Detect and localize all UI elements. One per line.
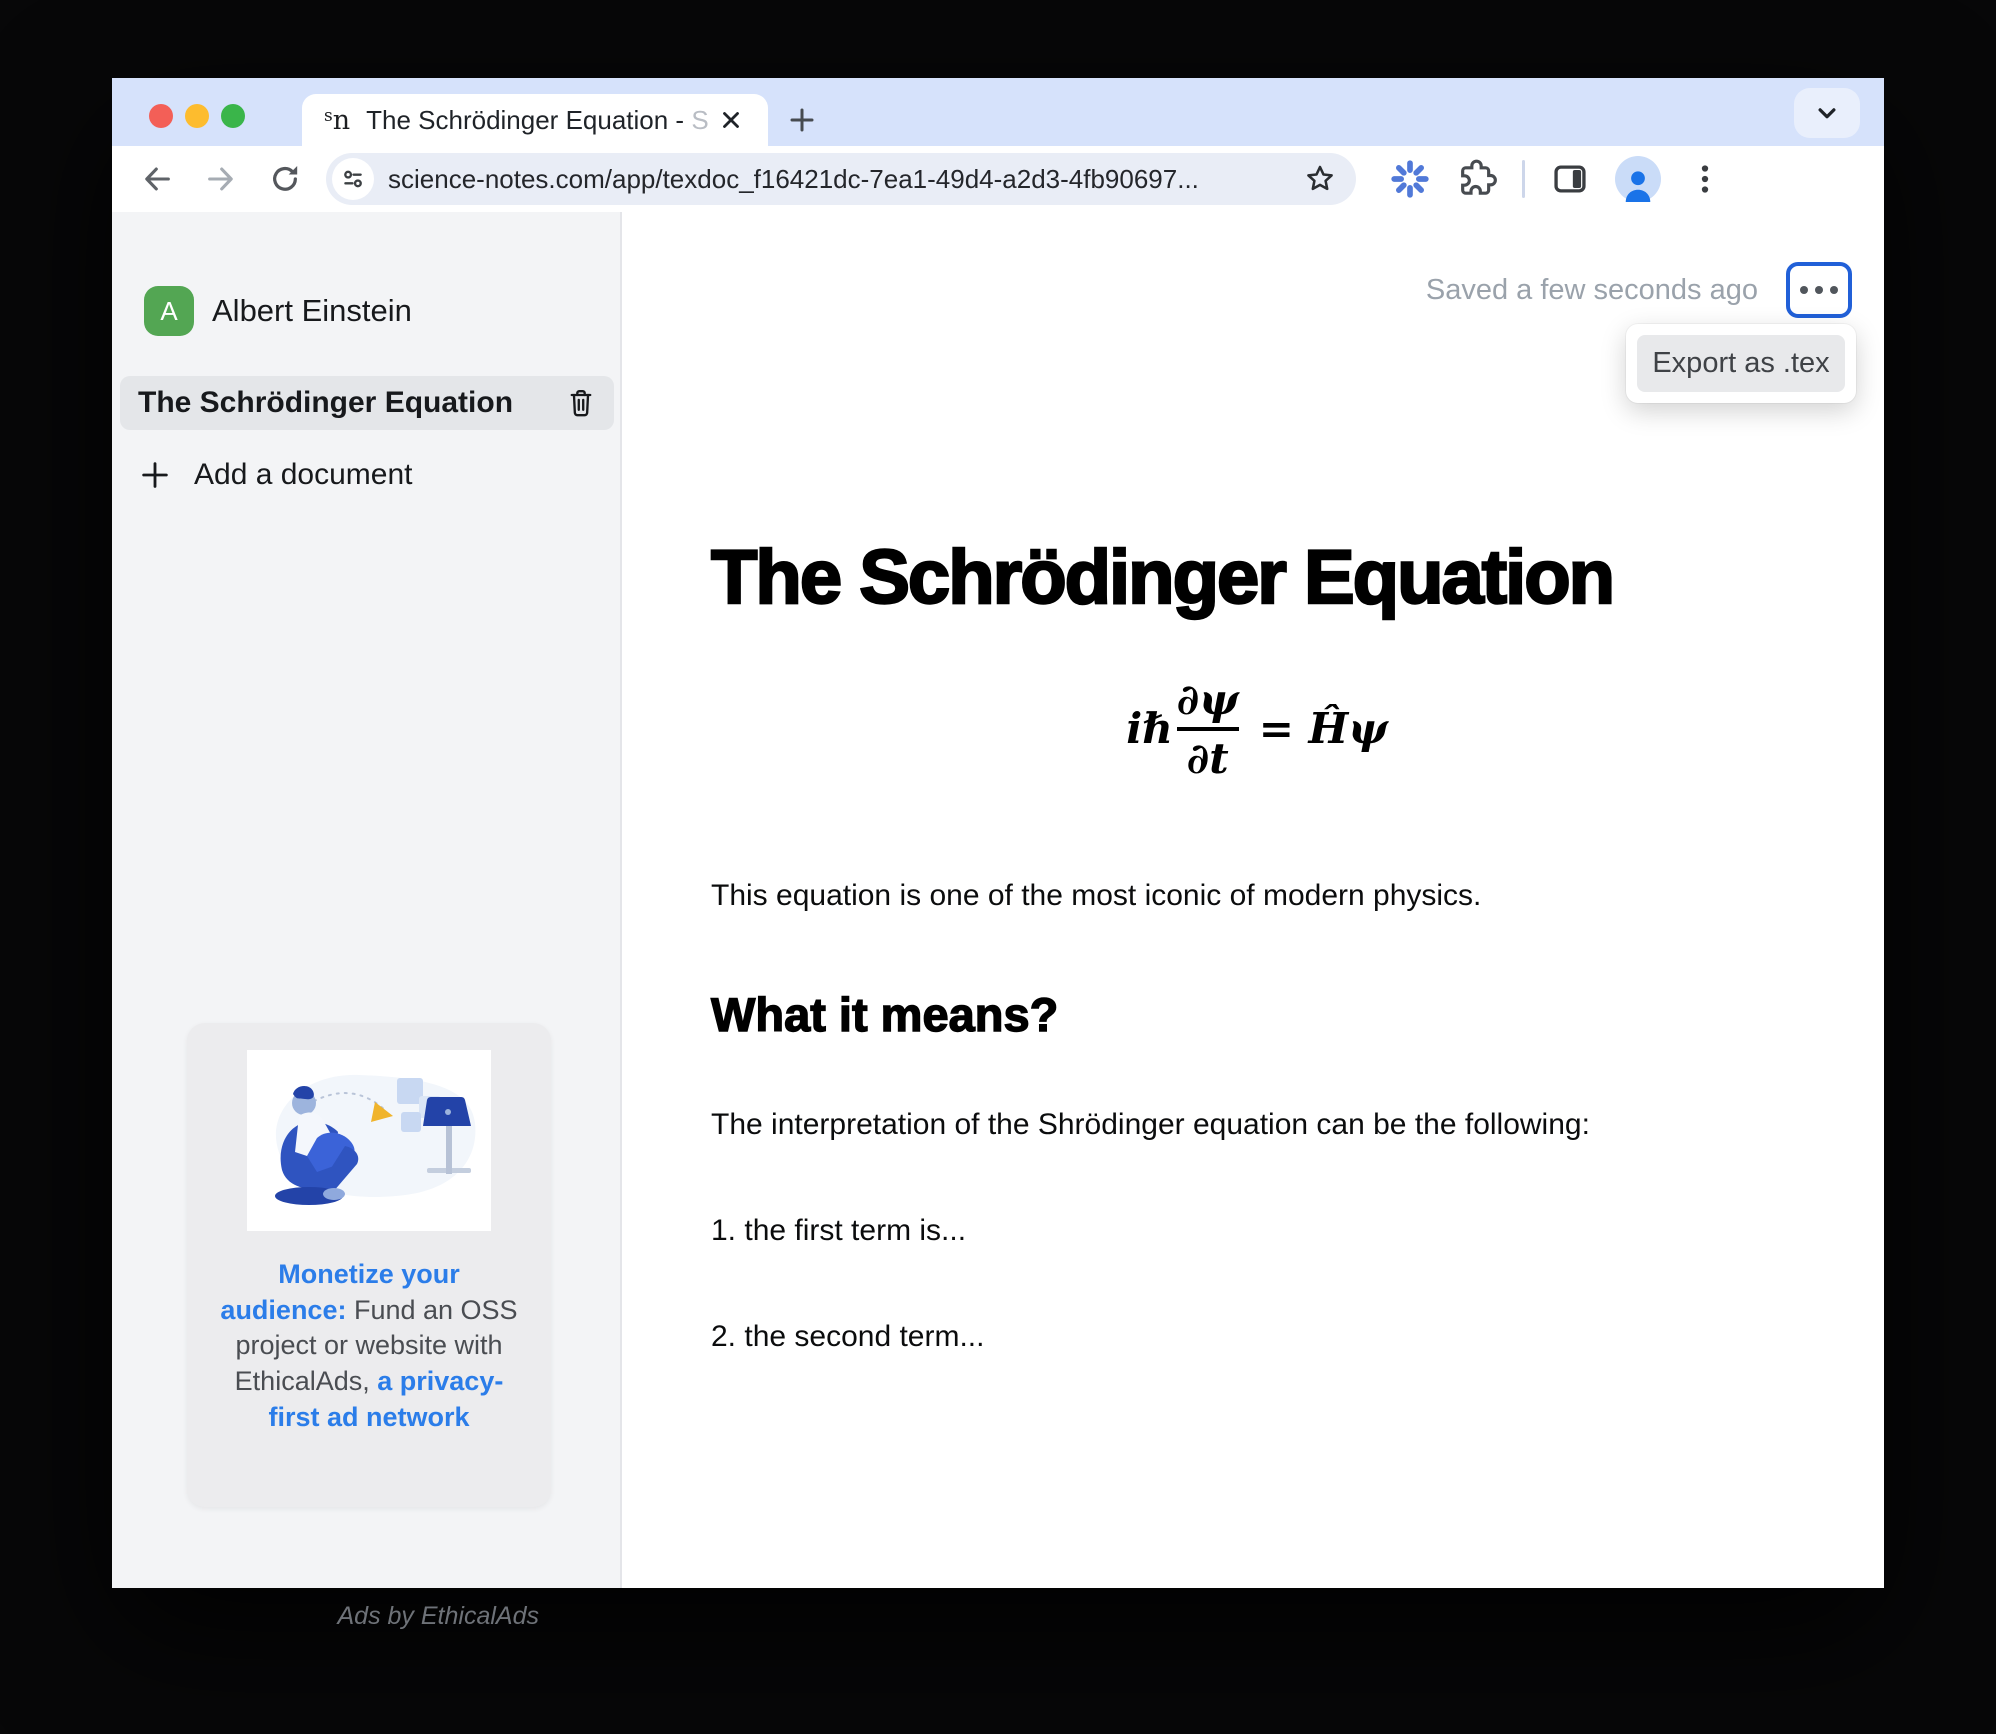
equation-rhs: = Ĥψ (1258, 704, 1388, 754)
address-bar[interactable] (326, 153, 1356, 205)
browser-toolbar (112, 146, 1884, 212)
document-menu-button[interactable] (1786, 262, 1852, 318)
paragraph-intro: This equation is one of the most iconic of modern physics. (711, 878, 1482, 912)
equation-denominator: ∂t (1186, 733, 1229, 783)
ad-card[interactable] (187, 1023, 551, 1507)
document-menu-dropdown (1626, 324, 1856, 403)
profile-row (112, 212, 620, 336)
plus-icon (138, 458, 172, 492)
profile-avatar[interactable] (1615, 156, 1661, 202)
document-content[interactable] (711, 534, 1803, 1354)
spinner-extension-icon[interactable] (1390, 159, 1430, 199)
user-avatar: A (144, 286, 194, 336)
bookmark-star-icon[interactable] (1304, 163, 1336, 195)
ad-attribution: Ads by EthicalAds (337, 1602, 539, 1630)
side-panel-icon[interactable] (1551, 160, 1589, 198)
tab-search-chevron-button[interactable] (1794, 88, 1860, 138)
site-settings-icon[interactable] (332, 158, 374, 200)
document-heading: The Schrödinger Equation (711, 535, 1614, 620)
add-document-button[interactable] (138, 458, 620, 492)
tab-close-icon[interactable] (716, 105, 746, 135)
section-heading: What it means? (711, 987, 1059, 1041)
ad-headline-link[interactable]: Monetize your audience: (220, 1259, 460, 1325)
paragraph-interpretation: The interpretation of the Shrödinger equation can be the following: (711, 1107, 1590, 1141)
zoom-window-button[interactable] (221, 104, 245, 128)
schrodinger-equation (711, 675, 1803, 783)
save-status: Saved a few seconds ago (1425, 273, 1758, 306)
delete-document-icon[interactable] (566, 387, 596, 419)
equation-fraction (1177, 675, 1239, 783)
browser-window (112, 78, 1884, 1630)
back-icon[interactable] (134, 156, 180, 202)
toolbar-extensions-area (1390, 156, 1723, 202)
ad-illustration (247, 1050, 491, 1231)
extensions-puzzle-icon[interactable] (1456, 159, 1496, 199)
fraction-bar (1177, 727, 1239, 731)
browser-tab[interactable] (302, 94, 768, 146)
tab-strip (112, 78, 1884, 146)
save-status-row (1426, 262, 1852, 318)
browser-menu-icon[interactable] (1687, 161, 1723, 197)
export-tex-menu-item[interactable]: Export as .tex (1637, 335, 1845, 392)
forward-icon[interactable] (198, 156, 244, 202)
ad-copy[interactable]: Monetize your audience: Fund an OSS project or website with EthicalAds, a privacy-first ad network (220, 1259, 518, 1432)
add-document-label: Add a document (194, 458, 413, 491)
app-body (112, 212, 1884, 1630)
editor-pane[interactable] (622, 212, 1884, 1588)
ad-network-link[interactable]: a privacy-first ad network (268, 1365, 504, 1432)
user-name: Albert Einstein (212, 293, 412, 328)
site-favicon: $^s$n (324, 104, 351, 136)
toolbar-divider (1522, 160, 1525, 198)
reload-icon[interactable] (262, 156, 308, 202)
traffic-lights (149, 104, 245, 128)
tab-title: The Schrödinger Equation - S (366, 104, 709, 135)
sidebar (112, 212, 622, 1630)
list-item: 2. the second term... (711, 1319, 985, 1353)
minimize-window-button[interactable] (185, 104, 209, 128)
document-title-label: The Schrödinger Equation (138, 386, 514, 419)
equation-numerator: ∂ψ (1176, 675, 1239, 724)
sidebar-item-document[interactable] (120, 376, 614, 430)
equation-lhs: iℏ (1126, 704, 1173, 754)
url-text[interactable]: science-notes.com/app/texdoc_f16421dc-7ea1-49d4-a2d3-4fb90697... (388, 163, 1199, 194)
close-window-button[interactable] (149, 104, 173, 128)
list-item: 1. the first term is... (711, 1213, 967, 1247)
new-tab-button[interactable] (778, 96, 826, 144)
